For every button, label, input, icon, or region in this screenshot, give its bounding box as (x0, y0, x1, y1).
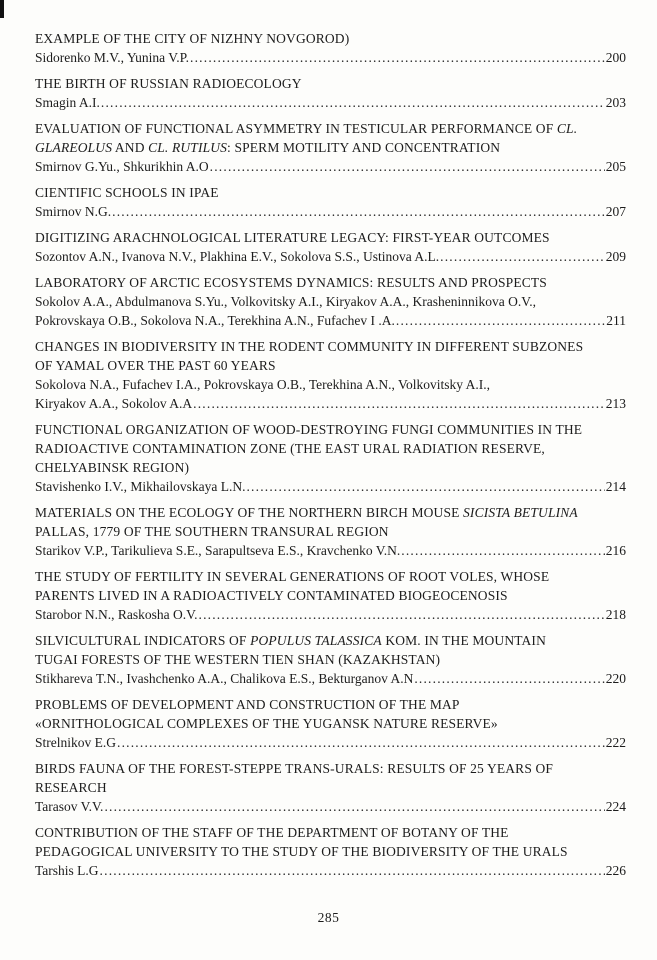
entry-authors-line (35, 477, 626, 496)
entry-page-number: 211 (606, 313, 626, 328)
entry-authors-line (35, 311, 626, 330)
entry-title-line (35, 586, 626, 605)
title-segment: MATERIALS ON THE ECOLOGY OF THE NORTHERN BIRCH MOUSE (35, 505, 464, 520)
title-segment: «ORNITHOLOGICAL COMPLEXES OF THE YUGANSK NATURE RESERVE» (35, 716, 498, 731)
toc-entry (35, 29, 626, 67)
entry-authors-line (35, 292, 626, 311)
entry-authors: Sokolov A.A., Abdulmanova S.Yu., Volkovitsky A.I., Kiryakov A.A., Krasheninnikova O.V., (35, 294, 537, 309)
title-segment: PALLAS, 1779 OF THE SOUTHERN TRANSURAL REGION (35, 524, 389, 539)
entry-authors: Stikhareva T.N., Ivashchenko A.A., Chalikova E.S., Bekturganov A.N (35, 671, 414, 686)
title-segment: LABORATORY OF ARCTIC ECOSYSTEMS DYNAMICS: RESULTS AND PROSPECTS (35, 275, 547, 290)
dot-leader (396, 311, 605, 330)
title-segment: GLAREOLUS (35, 140, 113, 155)
entry-page-number: 218 (605, 607, 626, 622)
toc-entry (35, 119, 626, 176)
entry-title-line (35, 503, 626, 522)
entry-authors-line (35, 669, 626, 688)
entry-authors: Pokrovskaya O.B., Sokolova N.A., Terekhina A.N., Fufachev I .A. (35, 313, 395, 328)
title-segment: CL. RUTILUS (148, 140, 228, 155)
entry-title-line (35, 522, 626, 541)
entry-page-number: 213 (605, 396, 626, 411)
toc-entry (35, 183, 626, 221)
toc-entry (35, 695, 626, 752)
scan-artifact-mark (0, 0, 4, 18)
entry-title-line (35, 759, 626, 778)
entry-authors: Stavishenko I.V., Mikhailovskaya L.N. (35, 479, 246, 494)
title-segment: CONTRIBUTION OF THE STAFF OF THE DEPARTMENT OF BOTANY OF THE (35, 825, 509, 840)
entry-authors: Smirnov G.Yu., Shkurikhin A.O (35, 159, 209, 174)
toc-list (35, 29, 626, 887)
entry-title-line (35, 650, 626, 669)
entry-title-line (35, 714, 626, 733)
entry-authors-line (35, 93, 626, 112)
entry-title-line (35, 458, 626, 477)
title-segment: CHELYABINSK REGION) (35, 460, 190, 475)
entry-authors: Strelnikov E.G (35, 735, 116, 750)
dot-leader (190, 48, 605, 67)
toc-entry (35, 759, 626, 816)
entry-authors-line (35, 157, 626, 176)
title-segment: PARENTS LIVED IN A RADIOACTIVELY CONTAMINATED BIOGEOCENOSIS (35, 588, 508, 603)
dot-leader (440, 247, 605, 266)
entry-page-number: 209 (605, 249, 626, 264)
entry-page-number: 224 (605, 799, 626, 814)
entry-authors-line (35, 394, 626, 413)
footer-page-number: 285 (317, 910, 340, 925)
entry-authors-line (35, 733, 626, 752)
toc-entry (35, 273, 626, 330)
toc-entry (35, 74, 626, 112)
entry-title-line (35, 823, 626, 842)
entry-authors: Sidorenko M.V., Yunina V.P. (35, 50, 190, 65)
entry-authors-line (35, 202, 626, 221)
entry-title-line (35, 273, 626, 292)
entry-authors: Tarasov V.V. (35, 799, 104, 814)
title-segment: POPULUS TALASSICA (250, 633, 382, 648)
entry-authors: Sokolova N.A., Fufachev I.A., Pokrovskaya O.B., Terekhina A.N., Volkovitsky A.I., (35, 377, 491, 392)
entry-page-number: 203 (605, 95, 626, 110)
title-segment: SICISTA BETULINA (463, 505, 578, 520)
entry-page-number: 205 (605, 159, 626, 174)
entry-title-line (35, 138, 626, 157)
entry-page-number: 220 (605, 671, 626, 686)
entry-authors: Smagin A.I. (35, 95, 100, 110)
entry-authors: Kiryakov A.A., Sokolov A.A (35, 396, 193, 411)
dot-leader (199, 605, 605, 624)
entry-title-line (35, 695, 626, 714)
entry-authors-line (35, 541, 626, 560)
title-segment: KOM. IN THE MOUNTAIN (381, 633, 546, 648)
title-segment: AND (112, 140, 149, 155)
entry-title-line (35, 337, 626, 356)
toc-entry (35, 631, 626, 688)
entry-authors-line (35, 605, 626, 624)
dot-leader (117, 733, 605, 752)
entry-page-number: 207 (605, 204, 626, 219)
title-segment: RADIOACTIVE CONTAMINATION ZONE (THE EAST URAL RADIATION RESERVE, (35, 441, 545, 456)
entry-page-number: 216 (605, 543, 626, 558)
entry-title-line (35, 439, 626, 458)
title-segment: CIENTIFIC SCHOOLS IN IPAE (35, 185, 219, 200)
entry-page-number: 222 (605, 735, 626, 750)
title-segment: PROBLEMS OF DEVELOPMENT AND CONSTRUCTION OF THE MAP (35, 697, 460, 712)
entry-title-line (35, 567, 626, 586)
title-segment: OF YAMAL OVER THE PAST 60 YEARS (35, 358, 276, 373)
entry-title-line (35, 183, 626, 202)
entry-authors: Tarshis L.G (35, 863, 99, 878)
toc-entry (35, 337, 626, 413)
entry-authors: Starikov V.P., Tarikulieva S.E., Sarapultseva E.S., Kravchenko V.N. (35, 543, 401, 558)
title-segment: DIGITIZING ARACHNOLOGICAL LITERATURE LEGACY: FIRST-YEAR OUTCOMES (35, 230, 550, 245)
title-segment: FUNCTIONAL ORGANIZATION OF WOOD-DESTROYING FUNGI COMMUNITIES IN THE (35, 422, 583, 437)
entry-authors-line (35, 375, 626, 394)
entry-title-line (35, 29, 626, 48)
entry-authors: Sozontov A.N., Ivanova N.V., Plakhina E.V., Sokolova S.S., Ustinova A.L. (35, 249, 440, 264)
title-segment: THE STUDY OF FERTILITY IN SEVERAL GENERATIONS OF ROOT VOLES, WHOSE (35, 569, 550, 584)
entry-authors: Starobor N.N., Raskosha O.V. (35, 607, 198, 622)
toc-entry (35, 823, 626, 880)
title-segment: BIRDS FAUNA OF THE FOREST-STEPPE TRANS-URALS: RESULTS OF 25 YEARS OF (35, 761, 554, 776)
toc-entry (35, 420, 626, 496)
entry-title-line (35, 356, 626, 375)
entry-title-line (35, 228, 626, 247)
entry-page-number: 226 (605, 863, 626, 878)
dot-leader (210, 157, 605, 176)
entry-authors: Smirnov N.G. (35, 204, 112, 219)
entry-page-number: 214 (605, 479, 626, 494)
dot-leader (414, 669, 604, 688)
dot-leader (104, 797, 604, 816)
entry-title-line (35, 119, 626, 138)
title-segment: : SPERM MOTILITY AND CONCENTRATION (227, 140, 501, 155)
dot-leader (100, 861, 605, 880)
toc-entry (35, 503, 626, 560)
dot-leader (193, 394, 605, 413)
title-segment: RESEARCH (35, 780, 107, 795)
entry-authors-line (35, 861, 626, 880)
entry-title-line (35, 778, 626, 797)
toc-entry (35, 228, 626, 266)
title-segment: TUGAI FORESTS OF THE WESTERN TIEN SHAN (KAZAKHSTAN) (35, 652, 441, 667)
title-segment: CHANGES IN BIODIVERSITY IN THE RODENT COMMUNITY IN DIFFERENT SUBZONES (35, 339, 584, 354)
entry-authors-line (35, 48, 626, 67)
title-segment: CL. (556, 121, 578, 136)
dot-leader (101, 93, 605, 112)
title-segment: EXAMPLE OF THE CITY OF NIZHNY NOVGOROD) (35, 31, 350, 46)
dot-leader (246, 477, 604, 496)
entry-page-number: 200 (605, 50, 626, 65)
title-segment: PEDAGOGICAL UNIVERSITY TO THE STUDY OF THE BIODIVERSITY OF THE URALS (35, 844, 568, 859)
entry-title-line (35, 631, 626, 650)
entry-title-line (35, 842, 626, 861)
dot-leader (112, 202, 605, 221)
title-segment: THE BIRTH OF RUSSIAN RADIOECOLOGY (35, 76, 302, 91)
entry-authors-line (35, 247, 626, 266)
title-segment: SILVICULTURAL INDICATORS OF (35, 633, 251, 648)
title-segment: EVALUATION OF FUNCTIONAL ASYMMETRY IN TESTICULAR PERFORMANCE OF (35, 121, 557, 136)
entry-title-line (35, 420, 626, 439)
dot-leader (401, 541, 604, 560)
entry-authors-line (35, 797, 626, 816)
entry-title-line (35, 74, 626, 93)
toc-entry (35, 567, 626, 624)
